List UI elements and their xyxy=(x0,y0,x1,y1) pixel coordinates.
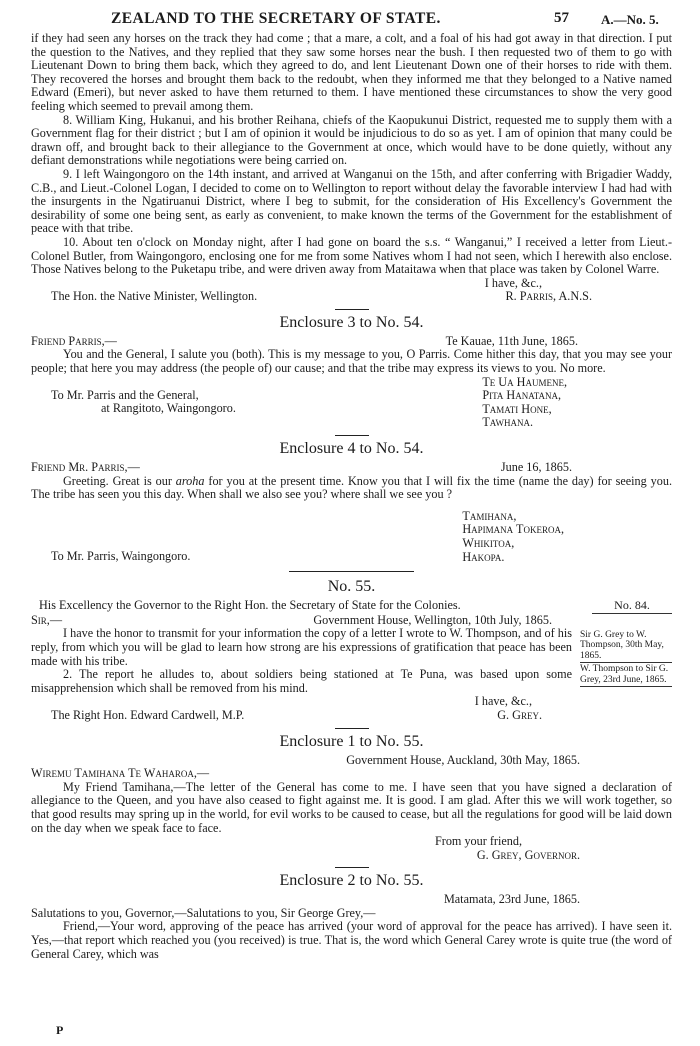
salutation-row xyxy=(31,335,672,349)
section-rule xyxy=(335,728,369,729)
recipient-line: at Rangitoto, Waingongoro. xyxy=(101,401,236,416)
running-title: ZEALAND TO THE SECRETARY OF STATE. xyxy=(111,10,441,27)
signature-row xyxy=(31,290,672,304)
enclosure-body xyxy=(31,475,672,502)
margin-note: W. Thompson to Sir G. Grey, 23rd June, 1865. xyxy=(580,664,672,687)
document-reference: A.—No. 5. xyxy=(601,12,659,27)
date: June 16, 1865. xyxy=(500,460,572,475)
body-text: Greeting. Great is our xyxy=(63,473,176,488)
enclosure-1-no-55 xyxy=(31,733,672,863)
paragraph-continued: if they had seen any horses on the track they had come ; that a mare, a colt, and a foal of his had got away in that direction. I put the question to the Natives, and they replied that they saw some horses near the bush. I then requested two of them to go with Lieutenant Down to bring them back, which they agreed to do, and lent Lieutenant Down one of their horses to ride with them. They recovered the horses and brought them back to the redoubt, when they informed me that they belonged to a Native named Edward (Emeri), but never asked to have them returned to them. I have mentioned these circumstances to show the very good feeling which seemed to prevail among them. xyxy=(31,31,672,113)
margin-note: Sir G. Grey to W. Thompson, 30th May, 1865. xyxy=(580,630,672,664)
enclosure-3 xyxy=(31,314,672,430)
despatch-main xyxy=(31,614,572,723)
signer: Tamihana, xyxy=(462,508,517,523)
enclosure-heading: Enclosure 1 to No. 55. xyxy=(279,732,424,750)
signer: Pita Hanatana, xyxy=(482,388,562,403)
closing: From your friend, xyxy=(435,834,522,849)
recipient xyxy=(31,376,236,430)
section-rule xyxy=(335,435,369,436)
despatch-number: No. 84. xyxy=(592,599,672,614)
recipient-line: To Mr. Parris and the General, xyxy=(51,387,199,402)
signer: Tawhana. xyxy=(482,415,534,430)
signer: Hakopa. xyxy=(462,549,505,564)
signers xyxy=(462,510,672,564)
enclosure-4 xyxy=(31,440,672,564)
enclosure-2-no-55 xyxy=(31,872,672,961)
place-date: Government House, Wellington, 10th July, 1865. xyxy=(313,612,552,627)
signers-row xyxy=(31,376,672,430)
page-number: 57 xyxy=(554,10,569,26)
salutation: Friend Mr. Parris,— xyxy=(31,460,140,475)
paragraph-2: 2. The report he alludes to, about soldiers being stationed at Te Puna, was based upon some misapprehension which shall be removed from his mind. xyxy=(31,667,572,695)
signature: R. Parris, A.N.S. xyxy=(505,289,592,304)
enclosure-body: Friend,—Your word, approving of the peace has arrived (your word of approval for the peace has arrived). I have seen it. Yes,—that report which reached you (you received) is true. That is, the word which General Carey wrote is quite true (the word of General Carey, which was xyxy=(31,919,672,961)
salutation: Friend Parris,— xyxy=(31,333,117,348)
from-to-row xyxy=(31,599,672,614)
place-date: Te Kauae, 11th June, 1865. xyxy=(445,333,578,348)
paragraph-9: 9. I left Waingongoro on the 14th instant, and arrived at Wanganui on the 15th, and after conferring with Brigadier Waddy, C.B., and Lieut.-Colonel Logan, I decided to come on to Wellington to report without delay the favorable interview I had had with the insurgents in the Ngatiruanui District, where I beg to submit, for the consideration of His Excellency's Government the desirability of some one being sent, as early as convenient, to make known the terms of the Government for the establishment of peace with that tribe. xyxy=(31,166,672,236)
body-emphasis: aroha xyxy=(175,473,205,488)
despatch-heading: No. 55. xyxy=(327,578,376,596)
paragraph-8: 8. William King, Hukanui, and his brother Reihana, chiefs of the Kaopukunui District, requested me to supply them with a Government flag for their district ; but I am of opinion it would be injudicious to do so as yet. I am of opinion that many could be drawn off, and brought back to their allegiance to the Government at once, which would have to be done quietly, without any defiant demonstrations while negotiations were being carried on. xyxy=(31,112,672,168)
document-rule xyxy=(289,571,414,572)
despatch-body xyxy=(31,614,672,723)
signature-mark: P xyxy=(56,1023,64,1037)
paragraph-10: 10. About ten o'clock on Monday night, after I had gone on board the s.s. “ Wanganui,” I received a letter from Lieut.-Colonel Butler, from Waingongoro, enclosing one for me from some Natives whom I had not seen, which I herewith also enclose. Those Natives belong to the Puketapu tribe, and were driven away from Mataitawa when that place was taken by Colonel Warre. xyxy=(31,234,672,277)
signers-row xyxy=(31,510,672,564)
enclosure-heading: Enclosure 3 to No. 54. xyxy=(279,313,424,331)
signature: G. Grey, Governor. xyxy=(476,847,580,862)
section-rule xyxy=(335,867,369,868)
enclosure-heading: Enclosure 2 to No. 55. xyxy=(279,872,424,890)
signers xyxy=(482,376,672,430)
place-date: Government House, Auckland, 30th May, 1865. xyxy=(346,752,580,767)
salutation-row xyxy=(31,461,672,475)
closing: I have, &c., xyxy=(474,694,532,709)
salutation: Wiremu Tamihana Te Waharoa,— xyxy=(31,766,210,781)
signature-row xyxy=(31,709,572,723)
signer: Tamati Hone, xyxy=(482,401,552,416)
paragraph-1: I have the honor to transmit for your information the copy of a letter I wrote to W. Thompson, and of his reply, from which you will be glad to learn how strong are his expressions of gratification that peace has been made with his tribe. xyxy=(31,626,572,668)
closing: I have, &c., xyxy=(484,275,542,290)
signer: Whikitoa, xyxy=(462,536,515,550)
signature: G. Grey. xyxy=(497,707,542,722)
from-to: His Excellency the Governor to the Right Hon. the Secretary of State for the Colonies. xyxy=(39,598,461,613)
salutation-row xyxy=(31,614,572,628)
enclosure-body: My Friend Tamihana,—The letter of the General has come to me. I have seen that you have signed a declaration of allegiance to the Queen, and you have also ceased to fight against me. It is good. I am glad. After this we will work together, so that good results may spring up in the world, for evil works to be caused to cease, but all the regulations for good will be laid down on the day when we speak face to face. xyxy=(31,779,672,835)
margin-notes xyxy=(580,614,672,723)
recipient: To Mr. Parris, Waingongoro. xyxy=(51,548,191,563)
enclosure-heading: Enclosure 4 to No. 54. xyxy=(279,440,424,458)
signer: Te Ua Haumene, xyxy=(482,374,567,389)
letter-continuation xyxy=(31,32,672,304)
body-text: for you at the present time. Know you that I will fix the time (name the day) for seeing you. The tribe has seen you this day. When shall we also see you? where shall we see you ? xyxy=(31,473,672,502)
place-date: Matamata, 23rd June, 1865. xyxy=(443,892,580,907)
addressee: The Right Hon. Edward Cardwell, M.P. xyxy=(51,707,245,722)
signer: Hapimana Tokeroa, xyxy=(462,522,564,537)
addressee: The Hon. the Native Minister, Wellington. xyxy=(51,289,258,304)
salutation: Sir,— xyxy=(31,612,63,627)
section-rule xyxy=(335,309,369,310)
enclosure-body: You and the General, I salute you (both). This is my message to you, O Parris. Come hither this day, that you may see your people; that here you may address (the people of) our cause; and that the tribe may express its views to you. No more. xyxy=(31,347,672,376)
despatch-55 xyxy=(31,578,672,722)
page-header xyxy=(31,8,672,32)
salutation: Salutations to you, Governor,—Salutations to you, Sir George Grey,— xyxy=(31,905,376,920)
